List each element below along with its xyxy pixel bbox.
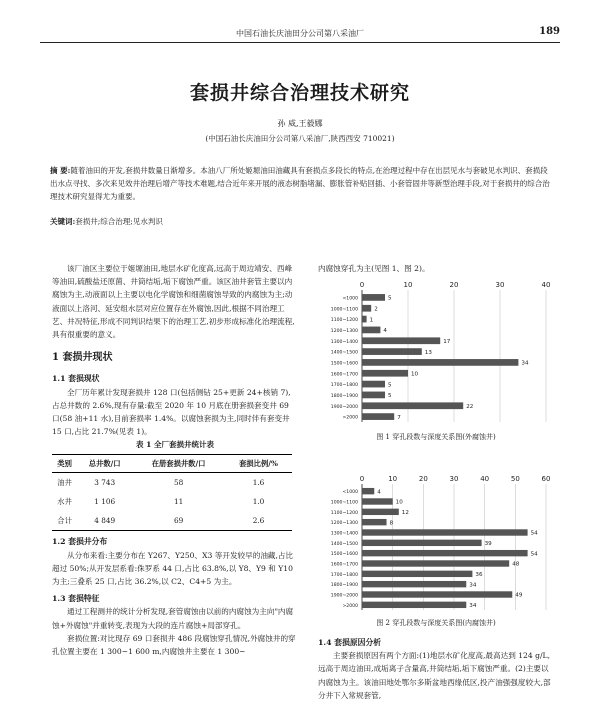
bar: [362, 571, 472, 577]
bar: [362, 305, 371, 312]
category-label: 1700~1800: [330, 572, 358, 578]
category-label: 1800~1900: [330, 393, 358, 399]
bar: [362, 602, 466, 608]
paragraph-1-3b: 套损位置:对比现存 69 口套损井 486 段腐蚀穿孔情况,外腐蚀井的穿孔位置主要在 1 300~1 600 m,内腐蚀井主要在 1 300~: [52, 633, 296, 657]
right-column: [318, 262, 554, 275]
table-row: [52, 472, 292, 492]
bar-value-label: 5: [388, 382, 392, 389]
paragraph-1-2: 从分布来看:主要分布在 Y267、Y250、X3 等开发较早的油藏,占比超过 50%;从开发层系看:侏罗系 44 口,占比 63.8%,以 Y8、Y9 和 Y10 为主;三叠系 25 口,占比 36.2%,以 C2、C4+5 为主。: [52, 550, 294, 587]
abstract-label: 摘 要:: [50, 166, 71, 175]
x-tick-label: 20: [418, 475, 428, 483]
paragraph-1-4: 主要套损原因有两个方面:(1)地层水矿化度高,最高达到 124 g/L,远高于周边油田,成垢离子含量高,井筒结垢,垢下腐蚀严重。(2)主要以内腐蚀为主。该油田地处鄂尔多斯盆地西缘低区,投产油强强度较大,部分井下入常规套管,: [318, 651, 551, 700]
bar-value-label: 7: [397, 414, 401, 421]
section-1-heading: 1 套损井现状: [52, 352, 113, 364]
bar: [362, 560, 509, 566]
keywords: [50, 216, 550, 227]
bar-value-label: 10: [395, 499, 403, 506]
bar-value-label: 13: [424, 349, 432, 356]
bar-value-label: 36: [475, 572, 483, 579]
bar-value-label: 2: [374, 306, 378, 313]
category-label: 1100~1200: [330, 510, 358, 516]
bar-value-label: 17: [443, 338, 451, 345]
bar: [362, 392, 385, 399]
table-cell: 1 106: [94, 497, 116, 507]
category-label: 1700~1800: [330, 383, 358, 389]
x-tick-label: 40: [541, 281, 551, 289]
table-cell: 11: [173, 497, 184, 507]
category-label: <1000: [342, 490, 358, 496]
table-cell: 4 849: [77, 511, 132, 531]
table-cell: 58: [173, 477, 184, 487]
table-1: [52, 454, 292, 532]
bar-value-label: 1: [369, 317, 374, 324]
paragraph-1-3a: 通过工程测井的统计分析发现,套管腐蚀由以前的内腐蚀为主向"内腐蚀+外腐蚀"并重转变,表现为大段的连片腐蚀+局部穿孔。: [52, 607, 294, 630]
category-label: 1800~1900: [330, 583, 358, 589]
bar: [362, 359, 518, 366]
category-label: 1100~1200: [330, 318, 358, 324]
paragraph-1-1: 全厂历年累计发现套损井 128 口(包括侧钻 25+更新 24+核销 7),占总井数的 2.6%,现有存量:截至 2020 年 10 月底在册套损套变井 69 口(58 油+11 水),目前套损率 1.4%。以腐蚀套损为主,同时伴有套变井 15 口,占比 21.7%(见表 1)。: [52, 387, 291, 437]
table-cell: 合计: [52, 511, 77, 531]
table-cell: 3 743: [94, 477, 116, 487]
table-row: [52, 492, 292, 511]
category-label: 1600~1700: [330, 372, 358, 378]
bar-value-label: 49: [515, 592, 523, 599]
subsection-1-4: 1.4 套损原因分析: [318, 638, 382, 647]
table-1-caption: 表 1 全厂套损井统计表: [136, 440, 214, 450]
table-header: 在册套损井数/口: [132, 454, 225, 472]
bar-value-label: 4: [383, 328, 387, 335]
bar: [362, 488, 374, 494]
bar-value-label: 34: [469, 603, 477, 610]
bar-value-label: 22: [466, 403, 474, 410]
bar-value-label: 10: [411, 371, 419, 378]
subsection-1-1: 1.1 套损现状: [52, 374, 100, 384]
x-tick-label: 40: [480, 475, 490, 483]
bar: [362, 327, 380, 334]
category-label: 1200~1300: [330, 328, 358, 334]
category-label: 1900~2000: [330, 593, 358, 599]
category-label: 1300~1400: [330, 339, 358, 345]
bar: [362, 381, 385, 388]
category-label: 1500~1600: [330, 361, 358, 367]
abstract: [50, 164, 550, 203]
category-label: >2000: [342, 415, 358, 421]
running-title: 中国石油长庆油田分公司第八采油厂: [236, 29, 364, 38]
figure-1-chart: [310, 278, 560, 426]
keywords-label: 关键词:: [50, 217, 76, 226]
bar-value-label: 5: [388, 393, 392, 400]
category-label: 1500~1600: [330, 552, 358, 558]
table-cell: 1.0: [252, 497, 265, 507]
category-label: >2000: [342, 603, 358, 609]
right-top-text: 内腐蚀穿孔为主(见图 1、图 2)。: [318, 264, 430, 273]
bar-value-label: 34: [521, 360, 529, 367]
bar: [362, 550, 528, 556]
x-tick-label: 60: [541, 475, 551, 483]
x-tick-label: 10: [388, 475, 398, 483]
left-column: [52, 262, 298, 658]
bar-value-label: 39: [484, 541, 492, 548]
keywords-text: 套损井;综合治理;见水判识: [75, 217, 163, 226]
bar: [362, 294, 385, 301]
table-cell: 1.6: [252, 477, 265, 487]
bar: [362, 413, 394, 420]
category-label: 1200~1300: [330, 521, 358, 527]
x-tick-label: 0: [359, 281, 365, 289]
category-label: 1400~1500: [330, 350, 358, 356]
x-tick-label: 50: [510, 475, 520, 483]
bar: [362, 529, 528, 535]
category-label: 1400~1500: [330, 541, 358, 547]
figure-2-chart: [310, 472, 560, 614]
bar: [362, 519, 387, 525]
bar: [362, 540, 482, 546]
bar: [362, 581, 466, 587]
right-column-lower: [318, 636, 554, 702]
table-cell: 2.6: [225, 511, 292, 531]
paper-title: 套损井综合治理技术研究: [189, 82, 410, 104]
authors: 孙 威,王毅娜: [277, 119, 323, 128]
bar: [362, 498, 393, 504]
category-label: 1900~2000: [330, 404, 358, 410]
subsection-1-3: 1.3 套损特征: [52, 594, 100, 604]
table-header: 套损比例/%: [225, 454, 292, 472]
table-header: 总井数/口: [77, 454, 132, 472]
category-label: 1000~1100: [330, 307, 358, 313]
bar-value-label: 4: [377, 489, 381, 496]
affiliation: (中国石油长庆油田分公司第八采油厂,陕西西安 710021): [205, 134, 395, 143]
bar-value-label: 5: [388, 295, 392, 302]
bar: [362, 337, 440, 344]
bar: [362, 402, 463, 409]
x-tick-label: 0: [359, 475, 365, 483]
table-cell: 69: [132, 511, 225, 531]
category-label: 1600~1700: [330, 562, 358, 568]
bar-value-label: 48: [512, 561, 520, 568]
bar: [362, 370, 408, 377]
bar: [362, 509, 399, 515]
x-tick-label: 20: [449, 281, 459, 289]
bar-value-label: 54: [530, 551, 538, 558]
running-header: [40, 26, 560, 43]
figure-2-caption: 图 2 穿孔段数与深度关系图(内腐蚀井): [376, 619, 496, 627]
category-label: <1000: [342, 296, 358, 302]
abstract-text: 随着油田的开发,套损井数量日渐增多。本油八厂所处姬塬油田油藏具有套损点多段长的特点,在治理过程中存在出层见水与套破见水判识、套损段出水点寻找、多次来见效井治理后增产等技术难题,结合近年来开展的液态树脂堵漏、膨胀管补贴回插、小套管固井等新型治理手段,对于套损井的综合治理技术研究显得尤为重要。: [50, 166, 550, 201]
category-label: 1300~1400: [330, 531, 358, 537]
intro-paragraph: 该厂油区主要位于姬塬油田,地层水矿化度高,远高于周边靖安、西峰等油田,硫酸盐还原菌、井筒结垢,垢下腐蚀严重。该区油井套管主要以内腐蚀为主,动液面以上主要以电化学腐蚀和细菌腐蚀导致的内腐蚀为主;动液面以上洛河、延安组水层对应位置存在外腐蚀,因此,根据不同治理工艺、井况特征,形成不同判识结果下的治理工艺,初步形成标准化治理流程,具有很重要的意义。: [52, 264, 295, 340]
bar-value-label: 12: [401, 510, 409, 517]
page-number: 189: [539, 26, 560, 37]
bar: [362, 348, 422, 355]
bar-value-label: 54: [530, 530, 538, 537]
bar-value-label: 34: [469, 582, 477, 589]
bar: [362, 591, 512, 597]
x-tick-label: 30: [495, 281, 505, 289]
table-cell: 水井: [57, 497, 72, 507]
subsection-1-2: 1.2 套损井分布: [52, 537, 108, 547]
table-header: 类别: [52, 454, 77, 472]
bar-value-label: 8: [389, 520, 394, 527]
table-row: [52, 511, 292, 531]
bar: [362, 316, 367, 323]
figure-1-caption: 图 1 穿孔段数与深度关系图(外腐蚀井): [376, 433, 496, 441]
category-label: 1000~1100: [330, 500, 358, 506]
x-tick-label: 30: [449, 475, 459, 483]
x-tick-label: 10: [403, 281, 413, 289]
table-cell: 油井: [57, 477, 72, 487]
